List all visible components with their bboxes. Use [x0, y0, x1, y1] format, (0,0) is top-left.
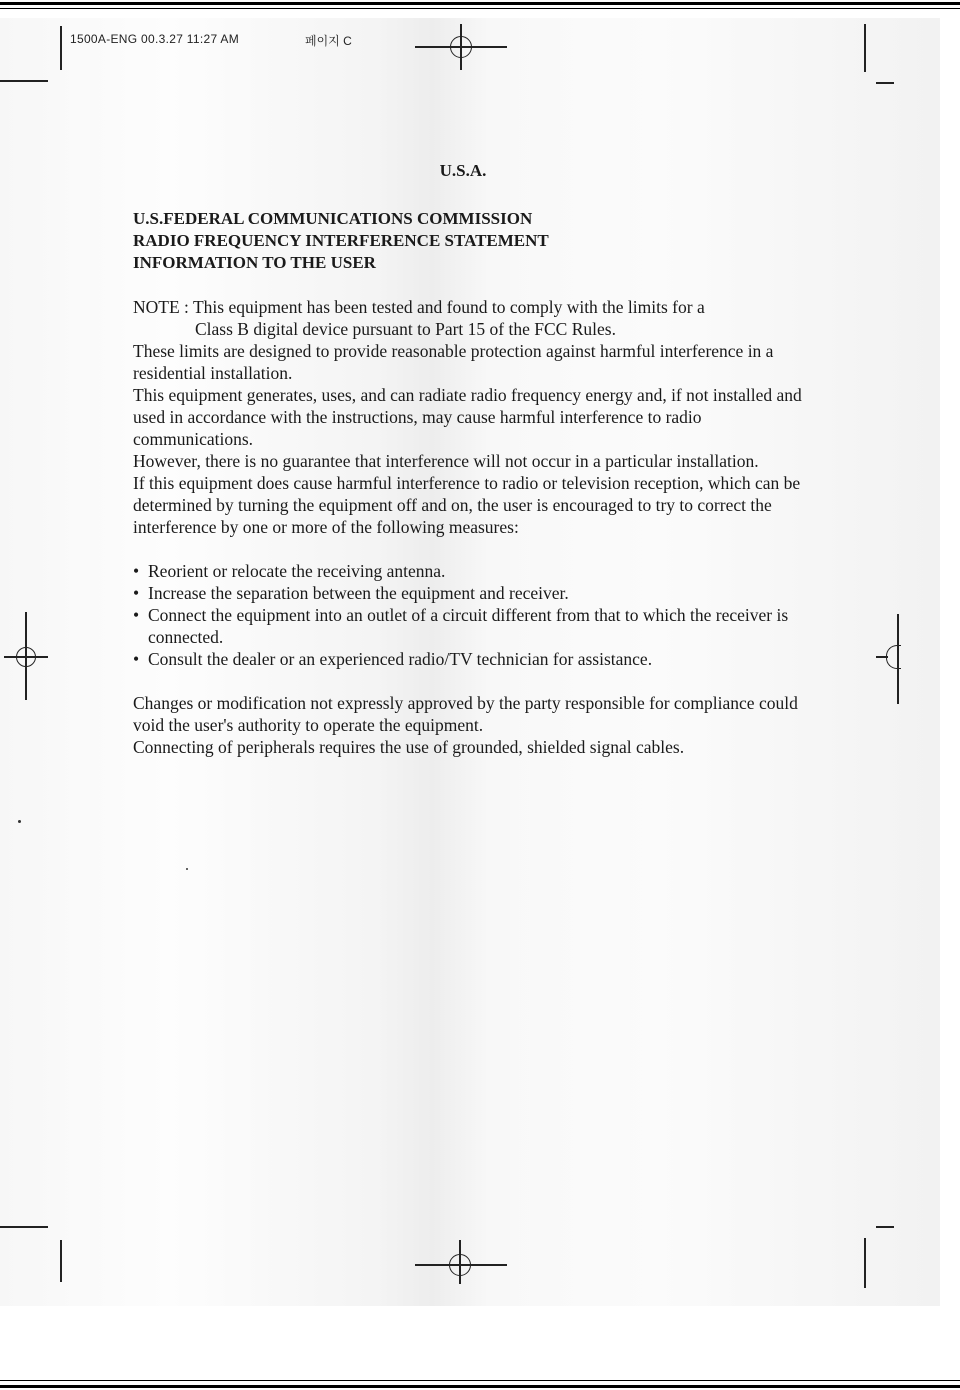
scan-speck	[18, 820, 21, 823]
spacer	[133, 670, 813, 692]
registration-mark	[886, 645, 901, 669]
heading-line-2: RADIO FREQUENCY INTERFERENCE STATEMENT	[133, 231, 549, 250]
bottom-border-rule	[0, 1385, 960, 1388]
heading-line-3: INFORMATION TO THE USER	[133, 253, 376, 272]
bullet-icon: •	[133, 605, 140, 625]
note-line-2: Class B digital device pursuant to Part 15 of the FCC Rules.	[195, 319, 616, 339]
note-line-1: NOTE : This equipment has been tested and found to comply with the limits for a	[133, 297, 705, 317]
top-border-rule	[0, 2, 960, 5]
crop-mark	[60, 26, 62, 70]
crop-mark	[876, 82, 894, 84]
measures-list	[133, 560, 813, 670]
country-title: U.S.A.	[439, 161, 487, 180]
bullet-icon: •	[133, 649, 140, 669]
heading-line-1: U.S.FEDERAL COMMUNICATIONS COMMISSION	[133, 209, 533, 228]
registration-mark	[16, 647, 36, 667]
document-body	[133, 160, 813, 758]
paragraph-remedy: If this equipment does cause harmful interference to radio or television reception, which can be determined by turning the equipment off and on, the user is encouraged to try to correct the interference by one or more of the following measures:	[133, 473, 801, 537]
crop-mark	[864, 1238, 866, 1288]
crop-mark	[864, 24, 866, 72]
scan-speck	[186, 868, 188, 870]
bullet-icon: •	[133, 583, 140, 603]
bullet-icon: •	[133, 561, 140, 581]
list-item: • Increase the separation between the equipment and receiver.	[133, 583, 569, 603]
page-mark: 페이지 C	[305, 34, 352, 48]
crop-mark	[0, 80, 48, 82]
bottom-border-rule-thin	[0, 1380, 960, 1381]
list-item: • Connect the equipment into an outlet of a circuit different from that to which the receiver is connected.	[133, 605, 789, 647]
top-border-rule-thin	[0, 8, 960, 9]
spacer	[133, 274, 813, 296]
file-stamp: 1500A-ENG 00.3.27 11:27 AM	[70, 32, 240, 46]
registration-mark	[449, 1254, 471, 1276]
list-item: • Consult the dealer or an experienced radio/TV technician for assistance.	[133, 649, 653, 669]
paragraph-limits: These limits are designed to provide reasonable protection against harmful interference in a residential installation.	[133, 341, 774, 383]
paragraph-modifications: Changes or modification not expressly approved by the party responsible for compliance could void the user's authority to operate the equipment.	[133, 693, 798, 735]
paragraph-peripherals: Connecting of peripherals requires the use of grounded, shielded signal cables.	[133, 737, 685, 757]
registration-mark	[450, 36, 472, 58]
crop-mark	[876, 1226, 894, 1228]
list-item: • Reorient or relocate the receiving antenna.	[133, 561, 446, 581]
spacer	[133, 538, 813, 560]
crop-mark	[60, 1240, 62, 1282]
paragraph-guarantee: However, there is no guarantee that interference will not occur in a particular installation.	[133, 451, 759, 471]
crop-mark	[0, 1226, 48, 1228]
paragraph-radiation: This equipment generates, uses, and can radiate radio frequency energy and, if not installed and used in accordance with the instructions, may cause harmful interference to radio communications.	[133, 385, 802, 449]
